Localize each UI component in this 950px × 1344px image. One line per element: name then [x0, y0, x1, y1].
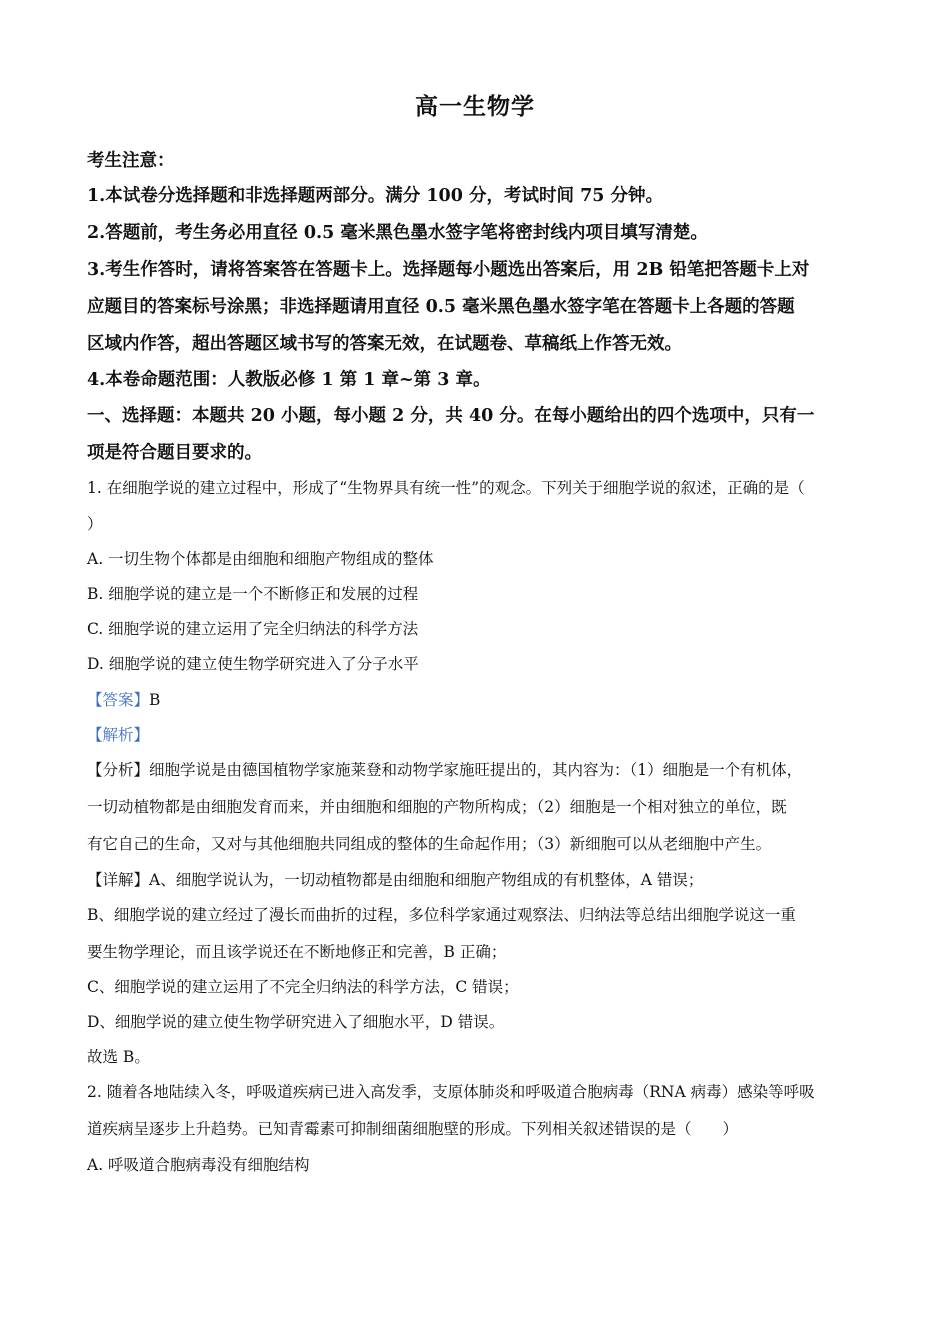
section-heading: 项是符合题目要求的。: [87, 443, 262, 463]
question-2-option-a: A. 呼吸道合胞病毒没有细胞结构: [87, 1156, 310, 1174]
xiangjie-line: C、细胞学说的建立运用了不完全归纳法的科学方法，C 错误；: [87, 978, 519, 996]
question-1-option-d: D. 细胞学说的建立使生物学研究进入了分子水平: [87, 655, 419, 673]
xiangjie-line: 要生物学理论，而且该学说还在不断地修正和完善，B 正确；: [87, 943, 507, 961]
notice-line: 2.答题前，考生务必用直径 0.5 毫米黑色墨水签字笔将密封线内项目填写清楚。: [87, 223, 708, 243]
xiangjie-line: D、细胞学说的建立使生物学研究进入了细胞水平，D 错误。: [87, 1013, 505, 1031]
analysis-tag: 【解析】: [87, 726, 150, 744]
question-1-option-c: C. 细胞学说的建立运用了完全归纳法的科学方法: [87, 620, 419, 638]
fenxi-line: 一切动植物都是由细胞发育而来，并由细胞和细胞的产物所构成；（2）细胞是一个相对独立的单位，既: [87, 798, 787, 816]
xiangjie-text: A、细胞学说认为，一切动植物都是由细胞和细胞产物组成的有机整体，A 错误；: [149, 871, 704, 889]
notice-line: 3.考生作答时，请将答案答在答题卡上。选择题每小题选出答案后，用 2B 铅笔把答题卡上对: [87, 260, 810, 280]
xiangjie-line: B、细胞学说的建立经过了漫长而曲折的过程，多位科学家通过观察法、归纳法等总结出细胞学说这一重: [87, 906, 796, 924]
fenxi-text: 细胞学说是由德国植物学家施莱登和动物学家施旺提出的，其内容为：（1）细胞是一个有机体，: [149, 761, 803, 779]
question-1-stem: 1. 在细胞学说的建立过程中，形成了“生物界具有统一性”的观念。下列关于细胞学说的叙述，正确的是（: [87, 479, 805, 497]
question-2-stem: 道疾病呈逐步上升趋势。已知青霉素可抑制细菌细胞壁的形成。下列相关叙述错误的是（ ）: [87, 1120, 739, 1138]
conclusion-line: 故选 B。: [87, 1048, 150, 1066]
xiangjie-tag: 【详解】: [87, 871, 150, 889]
question-1-option-a: A. 一切生物个体都是由细胞和细胞产物组成的整体: [87, 550, 434, 568]
question-1-option-b: B. 细胞学说的建立是一个不断修正和发展的过程: [87, 585, 419, 603]
fenxi-line: 有它自己的生命，又对与其他细胞共同组成的整体的生命起作用；（3）新细胞可以从老细胞中产生。: [87, 835, 772, 853]
document-title: 高一生物学: [415, 93, 535, 120]
section-heading: 一、选择题：本题共 20 小题，每小题 2 分，共 40 分。在每小题给出的四个选项中，只有一: [87, 406, 815, 426]
question-1-stem: ）: [87, 515, 103, 533]
answer-value: B: [149, 691, 161, 709]
xiangjie-line: [87, 868, 703, 890]
fenxi-line: [87, 758, 802, 780]
question-2-stem: 2. 随着各地陆续入冬，呼吸道疾病已进入高发季，支原体肺炎和呼吸道合胞病毒（RNA 病毒）感染等呼吸: [87, 1083, 815, 1101]
fenxi-tag: 【分析】: [87, 761, 150, 779]
notice-line: 区域内作答，超出答题区域书写的答案无效，在试题卷、草稿纸上作答无效。: [87, 334, 682, 354]
notice-line: 应题目的答案标号涂黑；非选择题请用直径 0.5 毫米黑色墨水签字笔在答题卡上各题的答题: [87, 297, 795, 317]
notice-heading: 考生注意：: [87, 151, 175, 171]
notice-line: 4.本卷命题范围：人教版必修 1 第 1 章~第 3 章。: [87, 370, 491, 390]
answer-line: [87, 688, 160, 710]
notice-line: 1.本试卷分选择题和非选择题两部分。满分 100 分，考试时间 75 分钟。: [87, 186, 664, 206]
answer-tag: 【答案】: [87, 691, 150, 709]
